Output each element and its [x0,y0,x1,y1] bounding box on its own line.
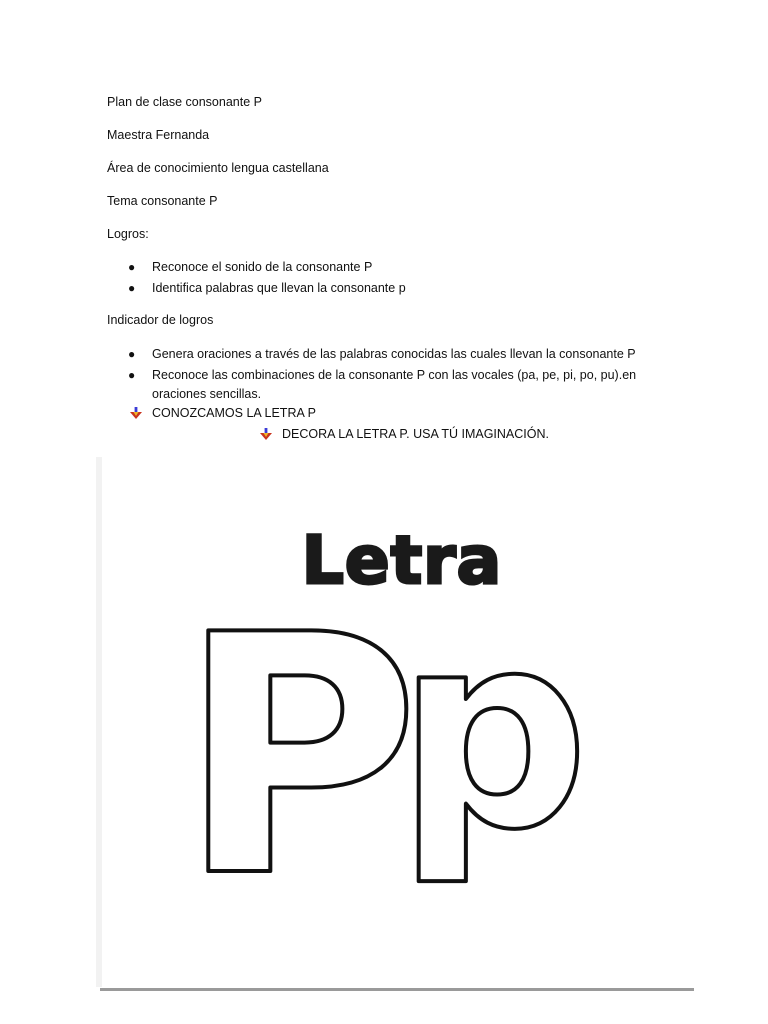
letter-p-figure [96,457,694,990]
arrow-down-bullet-icon [260,428,272,440]
bullet-dot-icon: ● [128,260,136,274]
indicator-text: Reconoce las combinaciones de la consonante P con las vocales (pa, pe, pi, po, pu).en [152,368,637,382]
indicators-heading: Indicador de logros [107,313,214,327]
letra-word: Letra [301,522,503,599]
goal-text: Reconoce el sonido de la consonante P [152,260,373,274]
bullet-dot-icon: ● [128,281,136,295]
knowledge-area: Área de conocimiento lengua castellana [107,161,329,175]
indicator-text: Genera oraciones a través de las palabras conocidas las cuales llevan la consonante P [152,347,636,361]
lowercase-p: p [396,574,590,889]
indicator-text: oraciones sencillas. [152,387,262,401]
plan-title: Plan de clase consonante P [107,95,262,109]
bullet-dot-icon: ● [128,347,136,361]
arrow-down-bullet-icon [130,407,142,419]
figure-bottom-rule [100,988,694,991]
goal-text: Identifica palabras que llevan la consonante p [152,281,406,295]
goals-heading: Logros: [107,227,149,241]
bullet-dot-icon: ● [128,368,136,382]
topic: Tema consonante P [107,194,218,208]
uppercase-p: P [178,565,420,949]
activity-text: DECORA LA LETRA P. USA TÚ IMAGINACIÓN. [282,427,549,441]
activity-text: CONOZCAMOS LA LETRA P [152,406,316,420]
teacher-name: Maestra Fernanda [107,128,210,142]
